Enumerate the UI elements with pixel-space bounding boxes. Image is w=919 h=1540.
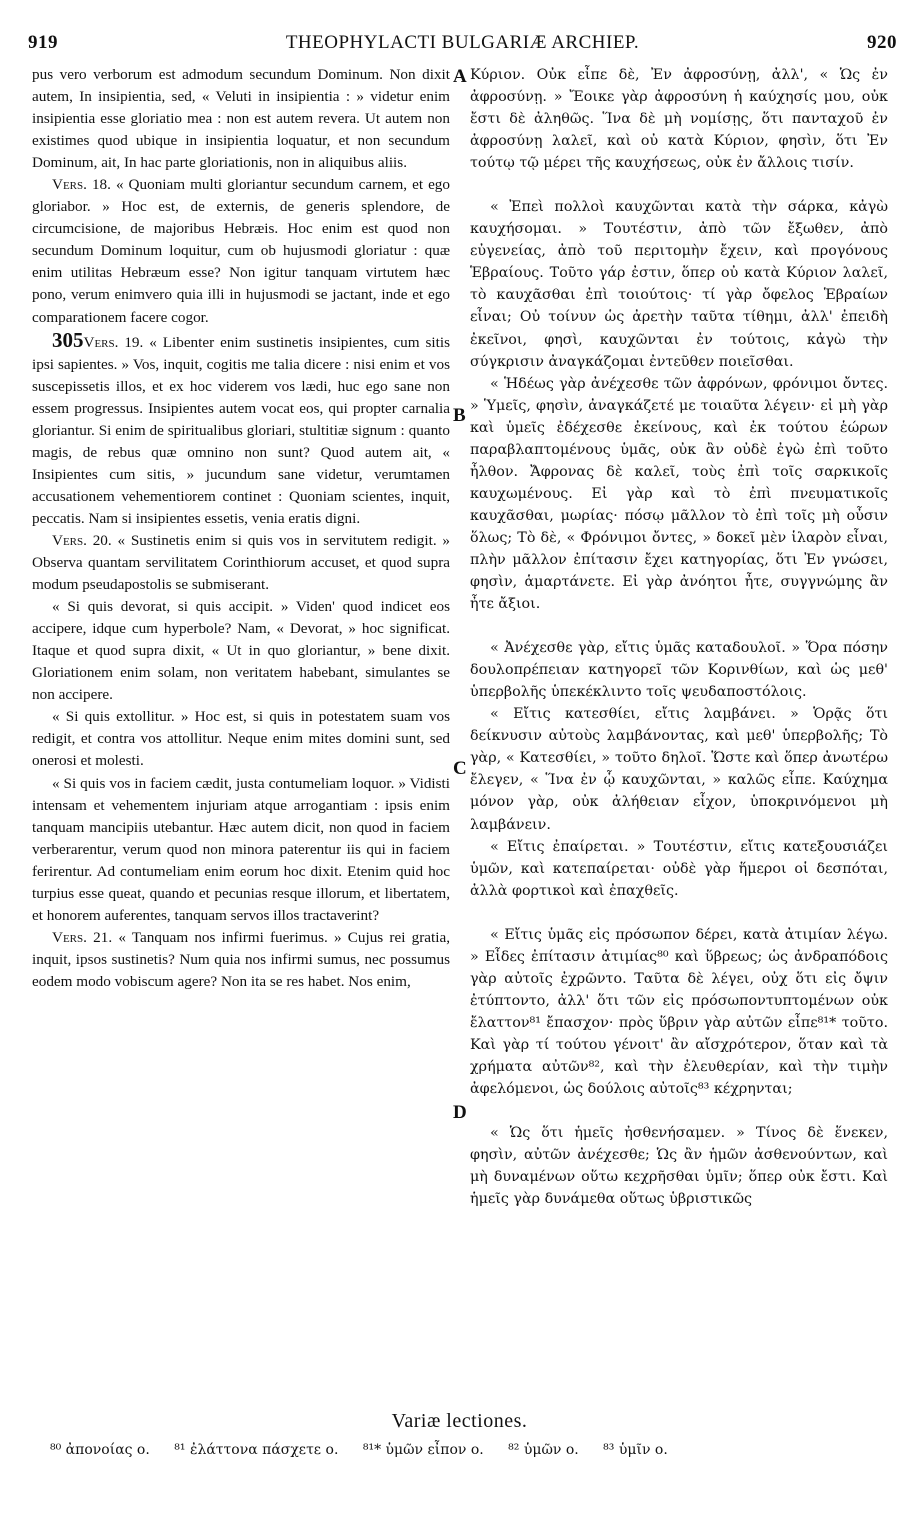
latin-paragraph-text: « Sustinetis enim si quis vos in servitutem redigit. » Observa quantam servilitatem Corinthiorum accuset, et quod supra modum pseudapostolis se submiserant. bbox=[32, 531, 450, 594]
greek-paragraph: « Εἴτις ὑμᾶς εἰς πρόσωπον δέρει, κατὰ ἀτιμίαν λέγω. » Εἶδες ἐπίτασιν ἀτιμίας⁸⁰ καὶ ὕβρεως; ὡς ἀνδραπόδοις γὰρ αὐτοῖς ἐχρῶντο. Ταῦτα δὲ λέγει, οὐχ ὅτι εἰς ὄψιν ἐτύπτοντο, ἀλλ' ὅτι τῶν εἰς πρόσωποντυπτομένων οὐκ ἔλαττον⁸¹ ἔπασχον· πρὸς ὕβριν γὰρ αὐτῶν εἶπε⁸¹* τοῦτο. Καὶ γὰρ τί τούτου γένοιτ' ἂν αἴσχρότερον, ὅταν καὶ τὰ χρήματα αὐτῶν⁸², καὶ τὴν ἐλευθερίαν, καὶ τὴν τιμὴν ἀφελόμενοι, ὡς δούλοις αὐτοῖς⁸³ κέχρηνται; bbox=[470, 926, 888, 1098]
margin-marker-c: C bbox=[453, 758, 467, 779]
greek-paragraph: « Ἐπεὶ πολλοὶ καυχῶνται κατὰ τὴν σάρκα, κἀγὼ καυχήσομαι. » Τουτέστιν, ἀπὸ τῶν ἔξωθεν, ἀπὸ εὐγενείας, ἀπὸ τοῦ περιτομὴν ἔχειν, καὶ προγόνους Ἑβραίους. Τοῦτο γάρ ἐστιν, ὅπερ οὐ κατὰ Κύριον λαλεῖ, τὸ καυχᾶσθαι ἐπὶ τοιούτοις· τί γὰρ ὄφελος Ἑβραίων εἶναι; Οὐ τοίνυν ὡς ἀρετὴν ταῦτα τίθημι, ἀλλ' ἐπειδὴ ἐκεῖνοι, φησὶ, καυχῶνται ἐν τούτοις, κἀγὼ τὴν σύγκρισιν ἀναγκάζομαι ἐντεῦθεν ποιεῖσθαι. bbox=[470, 199, 888, 370]
latin-paragraph bbox=[32, 927, 450, 993]
greek-paragraph: Κύριον. Οὐκ εἶπε δὲ, Ἐν ἀφροσύνῃ, ἀλλ', « Ὡς ἐν ἀφροσύνῃ. » Ἔοικε γὰρ ἀφροσύνη ἡ καύχησίς μου, οὐκ ἔστι δὲ ἀληθῶς. Ἵνα δὲ μὴ νομίσῃς, ὅτι πανταχοῦ ἐν ἀφροσύνῃ λαλεῖ, καὶ οὐ κατὰ Κύριον, φησὶν, ὅτι Ἐν τούτῳ τῷ μέρει τῆς καυχήσεως, οὐκ ἐν ἄλλοις τισίν. bbox=[470, 67, 888, 172]
greek-paragraph: « Ἡδέως γὰρ ἀνέχεσθε τῶν ἀφρόνων, φρόνιμοι ὄντες. » Ὑμεῖς, φησὶν, ἀναγκάζετέ με τοιαῦτα λέγειν· εἰ μὴ γὰρ καὶ ὑμεῖς ἐδέχεσθε ἐκείνους, καὶ ἐκ τούτου ἑώρων παραβλαπτομένους ὑμᾶς, οὐκ ἂν οὐδὲ ἐγὼ ἐπὶ τοῦτο ἦλθον. Ἄφρονας δὲ καλεῖ, τοὺς ἐπὶ τοῖς σαρκικοῖς καυχωμένους. Εἰ γὰρ καὶ τὸ ἐπὶ πνευματικοῖς καυχᾶσθαι, μωρίας· πόσῳ μᾶλλον τὸ ἐπὶ τοῖς μὴ οὖσιν ὅλως; Τὸ δὲ, « Φρόνιμοι ὄντες, » δοκεῖ μὲν ἱλαρὸν εἶναι, πλὴν μᾶλλον ἐπίτασιν ἔχει κατηγορίας, ὅτι Ἐν γνώσει, φησὶν, ἁμαρτάνετε. Εἰ γὰρ ἀνόητοι ἦτε, συγγνώμης ἂν ἦτε ἄξιοι. bbox=[470, 375, 888, 613]
verse-label: Vers. 20. bbox=[52, 531, 112, 549]
latin-paragraph bbox=[32, 174, 450, 328]
latin-paragraph-text: « Tanquam nos infirmi fuerimus. » Cujus rei gratia, inquit, ipsos sustinetis? Num quia nos infirmi sumus, nec possumus eodem modo vobiscum agere? Non ita se res habet. Nos enim, bbox=[32, 928, 450, 990]
latin-paragraph: « Si quis devorat, si quis accipit. » Viden' quod indicet eos accipere, idque cum hyperbole? Nam, « Devorat, » hoc significat. Itaque et quod supra dixit, « Ut in quo gloriantur, » bene dixit. Gloriationem enim solam, non veritatem habebant, simulantes se non accipere. bbox=[32, 598, 450, 704]
running-title: THEOPHYLACTI BULGARIÆ ARCHIEP. bbox=[285, 32, 640, 53]
margin-marker-a: A bbox=[453, 66, 467, 87]
latin-column bbox=[32, 64, 450, 993]
page-number-left: 919 bbox=[28, 32, 58, 53]
variant-reading: ⁸⁰ ἀπονοίας ο. bbox=[50, 1442, 150, 1458]
greek-paragraph: « Ἀνέχεσθε γὰρ, εἴτις ὑμᾶς καταδουλοῖ. » Ὅρα πόσην δουλοπρέπειαν κατηγορεῖ τῶν Κορινθίων, καὶ ὡς μεθ' ὑπερβολῆς ὑπεκέκλιντο τοῖς ψευδαποστόλοις. bbox=[470, 640, 888, 701]
verse-label: Vers. 19. bbox=[83, 333, 144, 351]
greek-paragraph: « Ὡς ὅτι ἡμεῖς ἠσθενήσαμεν. » Τίνος δὲ ἕνεκεν, φησὶν, αὐτῶν ἀνέχεσθε; Ὡς ἂν ἡμῶν ἀσθενούντων, καὶ μὴ δυναμένων οὕτω κεχρῆσθαι ὑμῖν; ὅπερ οὐκ ἔστι. Καὶ ἡμεῖς γὰρ δυνάμεθα οὕτως ὑβριστικῶς bbox=[470, 1125, 888, 1208]
greek-paragraph: « Εἴτις ἐπαίρεται. » Τουτέστιν, εἴτις κατεξουσιάζει ὑμῶν, καὶ κατεπαίρεται· οὐδὲ γὰρ ἥμεροι οἱ δεσπόται, ἀλλὰ φορτικοὶ καὶ ἐπαχθεῖς. bbox=[470, 838, 888, 899]
variant-reading: ⁸¹* ὑμῶν εἶπον ο. bbox=[362, 1442, 484, 1458]
page-number-right: 920 bbox=[867, 32, 897, 53]
margin-marker-d: D bbox=[453, 1102, 467, 1123]
latin-paragraph: pus vero verborum est admodum secundum Dominum. Non dixit autem, In insipientia, sed, « Veluti in insipientia : » videtur enim insipientia esse gloriatio mea : non est autem revera. Ut autem non existimes quod ubique in insipientia loquatur, et non secundum Dominum, ait, In hac parte gloriationis, non in aliquibus aliis. bbox=[32, 66, 450, 172]
latin-paragraph-text: « Quoniam multi gloriantur secundum carnem, et ego gloriabor. » Hoc est, de externis, de generis splendore, de circumcisione, de majoribus Hebræis. Hoc enim est quod non secundum Dominum loquitur, cum ob hujusmodi gloriatur : quæ enim utilitas Hebræum esse? Non igitur tanquam virtutem hæc pono, verum enimvero quia illi in hujusmodi se jactant, inde et ego comparationem facere cogor. bbox=[32, 176, 450, 326]
latin-paragraph: « Si quis extollitur. » Hoc est, si quis in potestatem suam vos redigit, et contra vos attollitur. Neque enim mites domini sunt, sed onerosi et molesti. bbox=[32, 708, 450, 770]
verse-label: Vers. 21. bbox=[52, 928, 113, 946]
variant-reading: ⁸¹ ἐλάττονα πάσχετε ο. bbox=[174, 1442, 339, 1458]
variae-lectiones-list bbox=[50, 1442, 900, 1458]
latin-paragraph bbox=[32, 329, 450, 530]
greek-column bbox=[470, 64, 888, 1210]
variant-reading: ⁸² ὑμῶν ο. bbox=[508, 1442, 579, 1458]
variant-reading: ⁸³ ὑμῖν ο. bbox=[603, 1442, 668, 1458]
latin-paragraph bbox=[32, 530, 450, 596]
variae-lectiones-title: Variæ lectiones. bbox=[391, 1410, 528, 1432]
verse-label: Vers. 18. bbox=[52, 176, 111, 194]
greek-paragraph: « Εἴτις κατεσθίει, εἴτις λαμβάνει. » Ὁρᾷς ὅτι δείκνυσιν αὐτοὺς λαμβάνοντας, καὶ μεθ' ὑπερβολῆς; Τὸ γὰρ, « Κατεσθίει, » τοῦτο δηλοῖ. Ὥστε καὶ ὅπερ ἀνωτέρω ἔλεγεν, « Ἵνα ἐν ᾧ καυχῶνται, » καλῶς εἶπε. Καύχημα μόνον γὰρ, οὐκ ἀλήθειαν εἶχον, ὑποκρινόμενοι μὴ λαμβάνειν. bbox=[470, 706, 888, 833]
latin-paragraph: « Si quis vos in faciem cædit, justa contumeliam loquor. » Vidisti intensam et vehementem injuriam atque arrogantiam : ipsis enim tanquam mancipiis utebantur. Hæc autem dicit, non quod in faciem verberarentur, verum quod non minora paterentur iis qui in faciem ferirentur. Ad contumeliam enim eorum hoc dixit. Etenim quid hoc turpius esse queat, quando et pecunias resque illorum, et libertatem, et honorem auferentes, tanquam servos illos tractaverint? bbox=[32, 774, 450, 924]
column-number: 305 bbox=[52, 327, 84, 352]
page-header bbox=[28, 30, 897, 60]
margin-marker-b: B bbox=[453, 405, 466, 426]
latin-paragraph-text: « Libenter enim sustinetis insipientes, cum sitis ipsi sapientes. » Vos, inquit, cogitis me talia dicere : nisi enim et vos suscepissetis illos, et ex hoc viderem vos lædi, huc ego sane non essem progressus. Insipientes autem vocat eos, qui propter carnalia gloriantur. Si enim de spiritualibus gloriari, stultitiæ signum : quanto magis, de rebus quæ omnino non sunt? Quod autem ait, « Insipientes cum sitis, » jucundum sane videtur, verumtamen accusationem vehementiorem continet : Quoniam scientes, inquit, peccatis. Nam si insipientes essetis, venia eratis digni. bbox=[32, 333, 450, 527]
